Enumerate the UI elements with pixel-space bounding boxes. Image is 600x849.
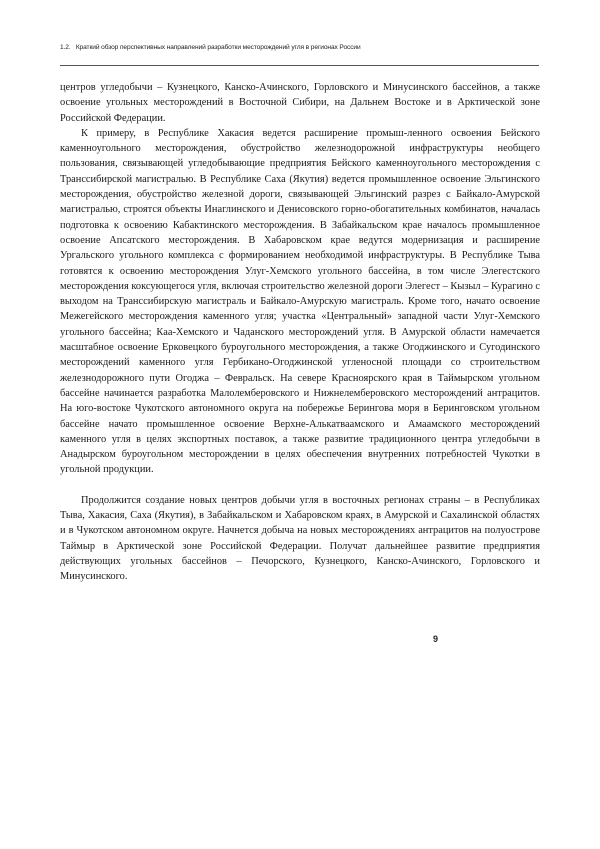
main-text [60,80,540,585]
paragraph-continuation: центров угледобычи – Кузнецкого, Канско-Ачинского, Горловского и Минусинского бассейнов, а также освоение угольных месторождений в Восточной Сибири, на Дальнем Востоке и в Арктической зоне Российской Федерации. [60,82,540,124]
running-header [60,44,540,51]
page-number: 9 [433,634,439,644]
paragraph-new-centers: Продолжится создание новых центров добычи угля в восточных регионах страны – в Республиках Тыва, Хакасия, Саха (Якутия), в Забайкальском и Хабаровском краях, в Амурской и Сахалинской областях и в Чукотском автономном округе. Начнется добыча на новых месторождениях антрацитов на полуострове Таймыр в Арктической зоне Российской Федерации. Получат дальнейшее развитие предприятия действующих угольных бассейнов – Печорского, Кузнецкого, Канско-Ачинского, Горловского и Минусинского. [60,494,540,583]
section-number: 1.2. [60,44,71,51]
paragraph-regional-development: К примеру, в Республике Хакасия ведется расширение промыш-ленного освоения Бейского каменноугольного месторождения, обустройство железнодорожной инфраструктуры необщего пользования, связывающей угледобывающие предприятия Бейского каменноугольного месторождения с Транссибирской магистралью. В Республике Саха (Якутия) ведется промышленное освоение Эльгинского месторождения, обустройство железной дороги, связывающей Эльгинский разрез с Байкало-Амурской магистралью, строятся объекты Инаглинского и Денисовского горно-обогатительных комбинатов, началась подготовка к освоению Кабактинского месторождения. В Забайкальском крае началось промышленное освоение Апсатского месторождения. В Хабаровском крае ведутся модернизация и расширение Ургальского угольного комплекса с формированием необходимой инфраструктуры. В Республике Тыва готовятся к освоению месторождения Улуг-Хемского угольного бассейна, в том числе Элегестского месторождения коксующегося угля, включая строительство железной дороги Элегест – Кызыл – Курагино с выходом на Транссибирскую магистраль и Байкало-Амурскую магистраль. Кроме того, начато освоение Межегейского месторождения каменного угля; участка «Центральный» западной части Улуг-Хемского угольного бассейна; Каа-Хемского и Чаданского месторождений угля. В Амурской области намечается масштабное освоение Ерковецкого буроугольного месторождения, а также Огоджинского и Сугодинского месторождений каменного угля Гербикано-Огоджинской угленосной площади со строительством железнодорожного пути Огоджа – Февральск. На севере Красноярского края в Таймырском угольном бассейне начинается разработка Малолемберовского и Нижнелемберовского месторождений антрацитов. На юго-востоке Чукотского автономного округа на побережье Берингова моря в Беринговском угольном бассейне начато промышленное освоение Верхне-Алькатваамского и Амаамского месторождений каменного угля в целях экспортных поставок, а также развитие традиционного центра угледобычи в Анадырском буроугольном месторождении в целях обеспечения внутренних потребностей Чукотки в угольной продукции. [60,127,540,476]
header-divider [60,65,539,66]
section-title: Краткий обзор перспективных направлений разработки месторождений угля в регионах России [75,44,361,51]
